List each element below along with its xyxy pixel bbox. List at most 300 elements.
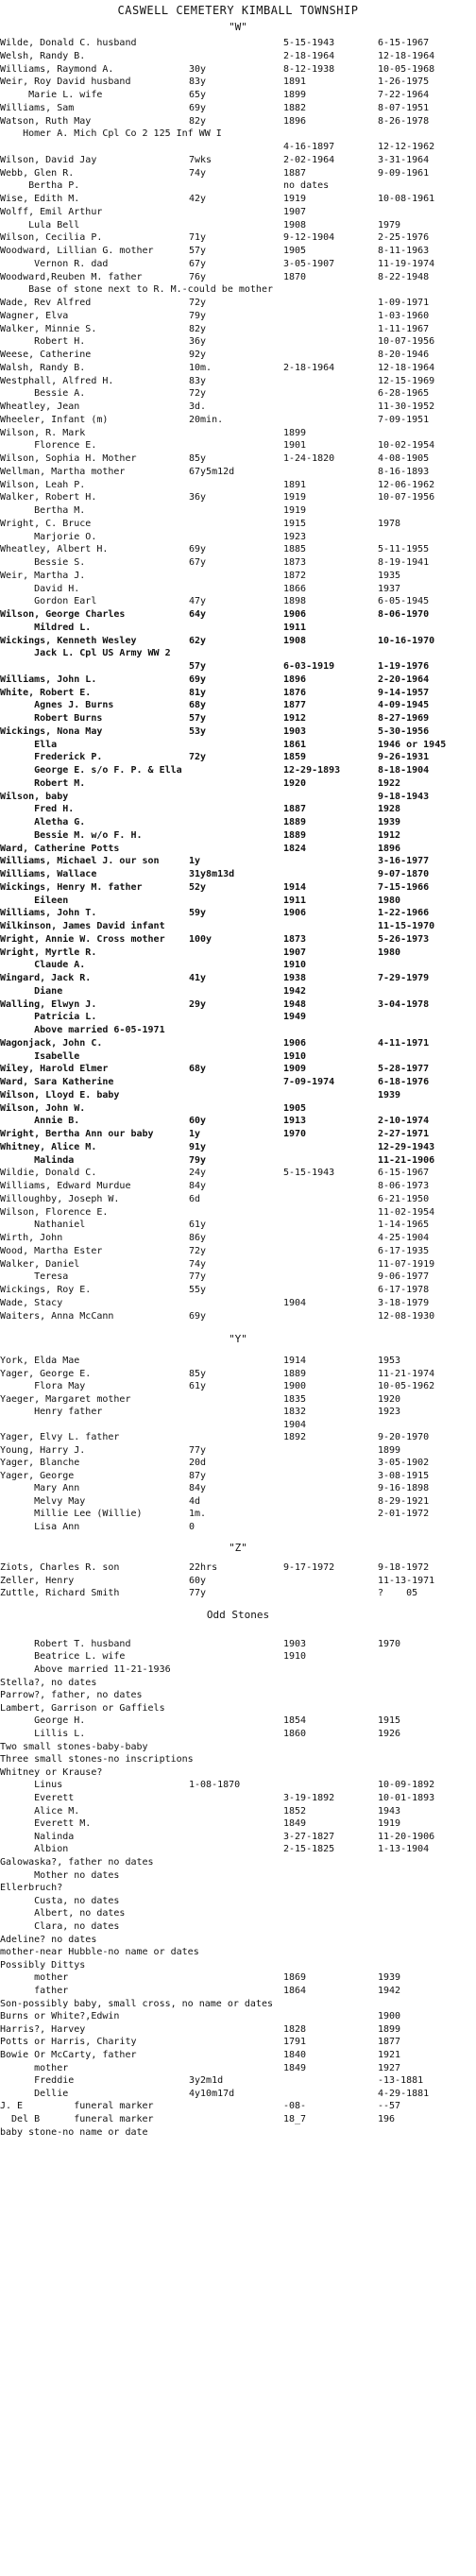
record-row — [0, 1038, 476, 1049]
record-name: Yager, George E. — [0, 1368, 92, 1379]
record-death: 3-05-1902 — [378, 1458, 430, 1469]
record-name: Wilson, R. Mark — [0, 427, 86, 438]
record-row — [0, 986, 476, 998]
record-death: 1915 — [378, 1715, 401, 1727]
record-row — [0, 1639, 476, 1650]
record-row — [0, 947, 476, 959]
record-name: Wilson, Lloyd E. baby — [0, 1089, 120, 1100]
record-name: Bessie S. — [0, 557, 86, 568]
record-age: 82y — [189, 115, 207, 127]
record-row — [0, 1168, 476, 1179]
record-name: Alice M. — [0, 1805, 80, 1817]
record-name: Ziots, Charles R. son — [0, 1562, 120, 1574]
record-row — [0, 1471, 476, 1482]
record-row — [0, 1285, 476, 1296]
record-name: Weir, Roy David husband — [0, 77, 131, 88]
record-death: 3-31-1964 — [378, 154, 430, 165]
record-birth: 1906 — [283, 908, 307, 919]
record-row — [0, 713, 476, 725]
record-death: 1-22-1966 — [378, 908, 430, 919]
record-age: 79y — [189, 1154, 207, 1166]
record-row — [0, 1588, 476, 1599]
record-name: Williams, Raymond A. — [0, 63, 114, 75]
record-name: Walker, Robert H. — [0, 492, 97, 503]
record-age: 36y — [189, 336, 207, 348]
record-death: 6-05-1945 — [378, 596, 430, 607]
record-row — [0, 194, 476, 205]
record-age: 3d. — [189, 401, 207, 412]
record-name: Lillis L. — [0, 1728, 86, 1739]
record-birth: 1910 — [283, 1651, 307, 1663]
record-row — [0, 1664, 476, 1676]
record-age: 77y — [189, 1444, 207, 1456]
record-name: Wilkinson, James David infant — [0, 921, 165, 931]
record-death: 1980 — [378, 895, 401, 906]
record-name: Wade, Rev Alfred — [0, 298, 92, 308]
record-row — [0, 168, 476, 179]
record-birth: 1912 — [283, 713, 307, 724]
record-row — [0, 1818, 476, 1830]
record-row — [0, 480, 476, 491]
record-birth: 1873 — [283, 933, 307, 945]
record-death: 8-26-1978 — [378, 115, 430, 127]
record-row — [0, 2063, 476, 2074]
record-birth: 1901 — [283, 440, 307, 452]
record-death: 4-25-1904 — [378, 1233, 430, 1243]
record-death: 7-15-1966 — [378, 881, 430, 893]
record-birth: 1908 — [283, 219, 307, 230]
record-row — [0, 1832, 476, 1843]
record-row — [0, 688, 476, 699]
record-row — [0, 636, 476, 647]
record-death: 8-16-1893 — [378, 466, 430, 477]
record-name: Robert M. — [0, 777, 86, 789]
record-death: 2-27-1971 — [378, 1129, 430, 1139]
record-row — [0, 492, 476, 503]
record-age: 69y — [189, 1310, 207, 1322]
record-birth: 3-27-1827 — [283, 1831, 335, 1842]
record-row — [0, 1947, 476, 1958]
record-age: 31y8m13d — [189, 869, 235, 879]
record-row — [0, 1356, 476, 1367]
record-death: 2-01-1972 — [378, 1509, 430, 1520]
record-birth: no dates — [283, 180, 330, 192]
record-name: Galowaska?, father no dates — [0, 1856, 154, 1868]
record-death: 6-15-1967 — [378, 1168, 430, 1179]
record-row — [0, 453, 476, 465]
record-row — [0, 921, 476, 932]
record-row — [0, 1064, 476, 1075]
record-name: Wright, C. Bruce — [0, 518, 92, 529]
record-name: White, Robert E. — [0, 687, 92, 698]
record-death: 12-18-1964 — [378, 362, 435, 373]
record-row — [0, 2037, 476, 2048]
record-name: Two small stones-baby-baby — [0, 1741, 148, 1752]
record-death: 10-07-1956 — [378, 492, 435, 503]
record-age: 7wks — [189, 154, 212, 165]
record-row — [0, 1844, 476, 1855]
record-name: Willoughby, Joseph W. — [0, 1193, 120, 1204]
record-name: Possibly Dittys — [0, 1959, 86, 1970]
record-birth: 1919 — [283, 505, 307, 516]
record-death: 1943 — [378, 1805, 401, 1817]
record-age: 69y — [189, 544, 207, 555]
record-name: Base of stone next to R. M.-could be mother — [0, 284, 273, 296]
record-name: Jack L. Cpl US Army WW 2 — [0, 648, 171, 659]
record-death: 8-07-1951 — [378, 102, 430, 113]
record-age: 92y — [189, 350, 207, 360]
record-death: 6-17-1978 — [378, 1285, 430, 1295]
record-age: 87y — [189, 1470, 207, 1481]
record-name: father — [0, 1985, 69, 1996]
record-row — [0, 1090, 476, 1101]
record-name: Yager, Elvy L. father — [0, 1432, 120, 1443]
record-name: Woodward, Lillian G. mother — [0, 246, 154, 256]
record-name: Parrow?, father, no dates — [0, 1690, 143, 1701]
record-death: 8-19-1941 — [378, 557, 430, 568]
record-row — [0, 1298, 476, 1309]
record-birth: 1835 — [283, 1393, 307, 1405]
record-death: 6-21-1950 — [378, 1193, 430, 1204]
record-row — [0, 1420, 476, 1431]
record-birth: 1911 — [283, 622, 307, 633]
record-name: Wilson, baby — [0, 791, 69, 802]
record-row — [0, 1999, 476, 2010]
record-name: Ella — [0, 739, 58, 750]
record-age: 86y — [189, 1233, 207, 1243]
record-death: 1939 — [378, 817, 401, 827]
record-death: 9-07-1870 — [378, 869, 430, 879]
record-row — [0, 740, 476, 751]
record-row — [0, 272, 476, 283]
record-name: Son-possibly baby, small cross, no name or dates — [0, 1998, 273, 2009]
record-name: Wilson, John W. — [0, 1102, 86, 1114]
record-age: 55y — [189, 1285, 207, 1295]
record-birth: 1869 — [283, 1972, 307, 1984]
record-age: 91y — [189, 1141, 207, 1152]
record-birth: 9-12-1904 — [283, 232, 335, 244]
record-name: Wickings, Kenneth Wesley — [0, 635, 137, 646]
record-death: 7-22-1964 — [378, 90, 430, 100]
record-death: 1900 — [378, 2011, 401, 2022]
record-death: 3-08-1915 — [378, 1470, 430, 1481]
record-name: Millie Lee (Willie) — [0, 1509, 143, 1520]
record-row — [0, 2089, 476, 2100]
record-name: Mildred L. — [0, 622, 92, 633]
record-death: 12-29-1943 — [378, 1141, 435, 1152]
record-birth: 1877 — [283, 700, 307, 711]
record-row — [0, 804, 476, 815]
record-birth: 1885 — [283, 544, 307, 555]
record-row — [0, 1780, 476, 1791]
record-row — [0, 259, 476, 270]
record-row — [0, 1522, 476, 1533]
record-death: 3-18-1979 — [378, 1297, 430, 1308]
record-birth: 2-15-1825 — [283, 1844, 335, 1855]
record-name: Fred H. — [0, 804, 75, 815]
record-birth: 1866 — [283, 583, 307, 594]
record-death: 7-29-1979 — [378, 973, 430, 983]
record-death: 8-11-1963 — [378, 246, 430, 256]
record-row — [0, 220, 476, 231]
record-row — [0, 415, 476, 426]
record-death: 1-19-1976 — [378, 661, 430, 672]
record-death: 1979 — [378, 219, 401, 230]
record-name: Walling, Elwyn J. — [0, 998, 97, 1010]
record-birth: 1938 — [283, 973, 307, 983]
record-name: York, Elda Mae — [0, 1356, 80, 1367]
record-row — [0, 2114, 476, 2125]
record-name: Melvy May — [0, 1495, 86, 1507]
record-name: Lisa Ann — [0, 1521, 80, 1532]
record-row — [0, 1207, 476, 1219]
record-death: 1921 — [378, 2049, 401, 2060]
record-name: Everett M. — [0, 1818, 92, 1830]
record-age: 30y — [189, 63, 207, 75]
record-death: 1923 — [378, 1407, 401, 1418]
record-row — [0, 596, 476, 607]
record-name: Williams, Edward Murdue — [0, 1181, 131, 1191]
record-row — [0, 1496, 476, 1508]
record-death: 9-14-1957 — [378, 687, 430, 698]
record-row — [0, 1729, 476, 1740]
record-birth: 1891 — [283, 479, 307, 490]
record-birth: 1919 — [283, 492, 307, 503]
record-row — [0, 2050, 476, 2061]
record-death: 11-13-1971 — [378, 1575, 435, 1586]
record-name: Williams, Michael J. our son — [0, 856, 160, 867]
record-birth: -08- — [283, 2101, 307, 2112]
record-birth: 1970 — [283, 1129, 307, 1139]
record-name: David H. — [0, 583, 80, 594]
record-row — [0, 1896, 476, 1907]
record-birth: 1914 — [283, 1356, 307, 1367]
record-row — [0, 1271, 476, 1283]
record-row — [0, 896, 476, 907]
record-death: 8-06-1970 — [378, 609, 430, 620]
record-row — [0, 1742, 476, 1753]
page-title: CASWELL CEMETERY KIMBALL TOWNSHIP — [117, 4, 359, 17]
record-birth: 1887 — [283, 804, 307, 815]
record-row — [0, 350, 476, 361]
record-name: Robert Burns — [0, 713, 103, 724]
record-age: 10m. — [189, 362, 212, 373]
record-row — [0, 532, 476, 543]
record-death: 11-02-1954 — [378, 1206, 435, 1218]
record-death: 196 — [378, 2113, 396, 2124]
record-birth: 1910 — [283, 1050, 307, 1062]
record-row — [0, 1181, 476, 1192]
record-age: 1y — [189, 856, 201, 867]
record-row — [0, 142, 476, 153]
record-name: Wildie, Donald C. — [0, 1168, 97, 1179]
record-death: 4-29-1881 — [378, 2088, 430, 2099]
record-name: Zeller, Henry — [0, 1575, 75, 1586]
record-age: 67y5m12d — [189, 466, 235, 477]
record-death: 1946 or 1945 — [378, 739, 447, 750]
record-name: Yager, Blanche — [0, 1458, 80, 1469]
record-name: mother — [0, 1972, 69, 1984]
record-name: Frederick P. — [0, 752, 103, 763]
record-name: Zuttle, Richard Smith — [0, 1588, 120, 1599]
record-name: Nathaniel — [0, 1220, 86, 1231]
record-age: 41y — [189, 973, 207, 983]
record-birth: 1872 — [283, 570, 307, 581]
record-name: Walsh, Randy B. — [0, 362, 86, 373]
record-age: 1-08-1870 — [189, 1780, 241, 1791]
record-death: 5-11-1955 — [378, 544, 430, 555]
record-row — [0, 1077, 476, 1088]
record-row — [0, 999, 476, 1011]
record-age: 57y — [189, 661, 207, 672]
record-row — [0, 2101, 476, 2112]
record-name: Patricia L. — [0, 1012, 97, 1023]
record-row — [0, 2127, 476, 2139]
record-age: 79y — [189, 310, 207, 321]
record-birth: 5-15-1943 — [283, 1168, 335, 1179]
record-death: 10-05-1968 — [378, 63, 435, 75]
record-death: 1953 — [378, 1356, 401, 1367]
record-name: Robert H. — [0, 336, 86, 348]
record-row — [0, 298, 476, 309]
record-row — [0, 2024, 476, 2036]
record-name: Custa, no dates — [0, 1895, 120, 1906]
record-age: 20min. — [189, 414, 224, 425]
record-name: Yager, George — [0, 1470, 75, 1481]
record-name: Wellman, Martha mother — [0, 466, 126, 477]
record-name: J. E funeral marker — [0, 2101, 154, 2112]
record-name: Wilson, Florence E. — [0, 1206, 109, 1218]
record-name: Florence E. — [0, 440, 97, 452]
record-name: Williams, John T. — [0, 908, 97, 919]
record-birth: 12-29-1893 — [283, 765, 341, 776]
record-name: Above married 6-05-1971 — [0, 1025, 165, 1035]
record-name: Ellerbruch? — [0, 1883, 63, 1894]
record-age: 76y — [189, 271, 207, 282]
record-row — [0, 1458, 476, 1469]
record-age: 64y — [189, 609, 207, 620]
record-row — [0, 1678, 476, 1689]
record-age: 61y — [189, 1381, 207, 1392]
record-age: 83y — [189, 77, 207, 88]
record-row — [0, 960, 476, 971]
record-death: 1937 — [378, 583, 401, 594]
record-row — [0, 1311, 476, 1322]
record-name: Homer A. Mich Cpl Co 2 125 Inf WW I — [0, 128, 222, 140]
record-age: 81y — [189, 687, 207, 698]
record-birth: 1903 — [283, 1638, 307, 1649]
record-age: 82y — [189, 323, 207, 334]
record-name: Clara, no dates — [0, 1920, 120, 1932]
record-row — [0, 311, 476, 322]
record-age: 72y — [189, 1245, 207, 1256]
record-name: Del B funeral marker — [0, 2113, 154, 2124]
record-death: 1939 — [378, 1972, 401, 1984]
record-row — [0, 336, 476, 348]
record-death: 9-26-1931 — [378, 752, 430, 763]
record-birth: 1889 — [283, 829, 307, 841]
record-name: Walker, Minnie S. — [0, 323, 97, 334]
record-name: Wood, Martha Ester — [0, 1245, 103, 1256]
record-birth: 1914 — [283, 881, 307, 893]
record-birth: 7-09-1974 — [283, 1077, 335, 1087]
record-birth: 1840 — [283, 2049, 307, 2060]
record-age: 4d — [189, 1495, 201, 1507]
record-birth: 1948 — [283, 998, 307, 1010]
record-birth: 1873 — [283, 557, 307, 568]
record-birth: 1892 — [283, 1432, 307, 1443]
record-birth: 1905 — [283, 246, 307, 256]
record-death: 8-29-1921 — [378, 1495, 430, 1507]
record-name: mother — [0, 2062, 69, 2073]
record-death: 10-01-1893 — [378, 1792, 435, 1803]
record-name: Waiters, Anna McCann — [0, 1310, 114, 1322]
record-age: 68y — [189, 700, 207, 711]
record-row — [0, 155, 476, 166]
record-name: Wright, Bertha Ann our baby — [0, 1129, 154, 1139]
record-row — [0, 1715, 476, 1727]
record-name: Mother no dates — [0, 1869, 120, 1881]
record-row — [0, 1754, 476, 1766]
record-birth: 1923 — [283, 531, 307, 542]
record-row — [0, 2011, 476, 2022]
record-row — [0, 869, 476, 880]
record-row — [0, 1690, 476, 1701]
record-birth: 1920 — [283, 777, 307, 789]
record-age: 6d — [189, 1193, 201, 1204]
record-death: 1920 — [378, 1393, 401, 1405]
record-birth: 1899 — [283, 90, 307, 100]
record-birth: 1907 — [283, 947, 307, 958]
record-death: 12-06-1962 — [378, 479, 435, 490]
record-name: Wise, Edith M. — [0, 194, 80, 204]
record-age: 22hrs — [189, 1562, 218, 1574]
record-death: 10-08-1961 — [378, 194, 435, 204]
record-name: Wilson, George Charles — [0, 609, 126, 620]
record-row — [0, 388, 476, 400]
record-row — [0, 1703, 476, 1714]
record-birth: 3-19-1892 — [283, 1792, 335, 1803]
record-death: 1926 — [378, 1728, 401, 1739]
record-row — [0, 64, 476, 76]
record-row — [0, 661, 476, 673]
record-age: 84y — [189, 1181, 207, 1191]
record-row — [0, 571, 476, 582]
record-age: 59y — [189, 908, 207, 919]
record-age: 74y — [189, 1258, 207, 1270]
record-row — [0, 207, 476, 218]
record-birth: 1852 — [283, 1805, 307, 1817]
record-age: 52y — [189, 881, 207, 893]
record-birth: 1911 — [283, 895, 307, 906]
record-row — [0, 882, 476, 894]
record-age: 62y — [189, 635, 207, 646]
record-death: 8-27-1969 — [378, 713, 430, 724]
record-name: Linus — [0, 1780, 63, 1791]
record-row — [0, 973, 476, 984]
record-row — [0, 752, 476, 763]
record-age: 60y — [189, 1116, 207, 1127]
record-row — [0, 1051, 476, 1063]
record-age: 36y — [189, 492, 207, 503]
record-row — [0, 519, 476, 530]
record-age: 1m. — [189, 1509, 207, 1520]
record-birth: 2-02-1964 — [283, 154, 335, 165]
record-death: 11-30-1952 — [378, 401, 435, 412]
record-row — [0, 1155, 476, 1167]
record-birth: 1824 — [283, 843, 307, 854]
record-row — [0, 1407, 476, 1418]
